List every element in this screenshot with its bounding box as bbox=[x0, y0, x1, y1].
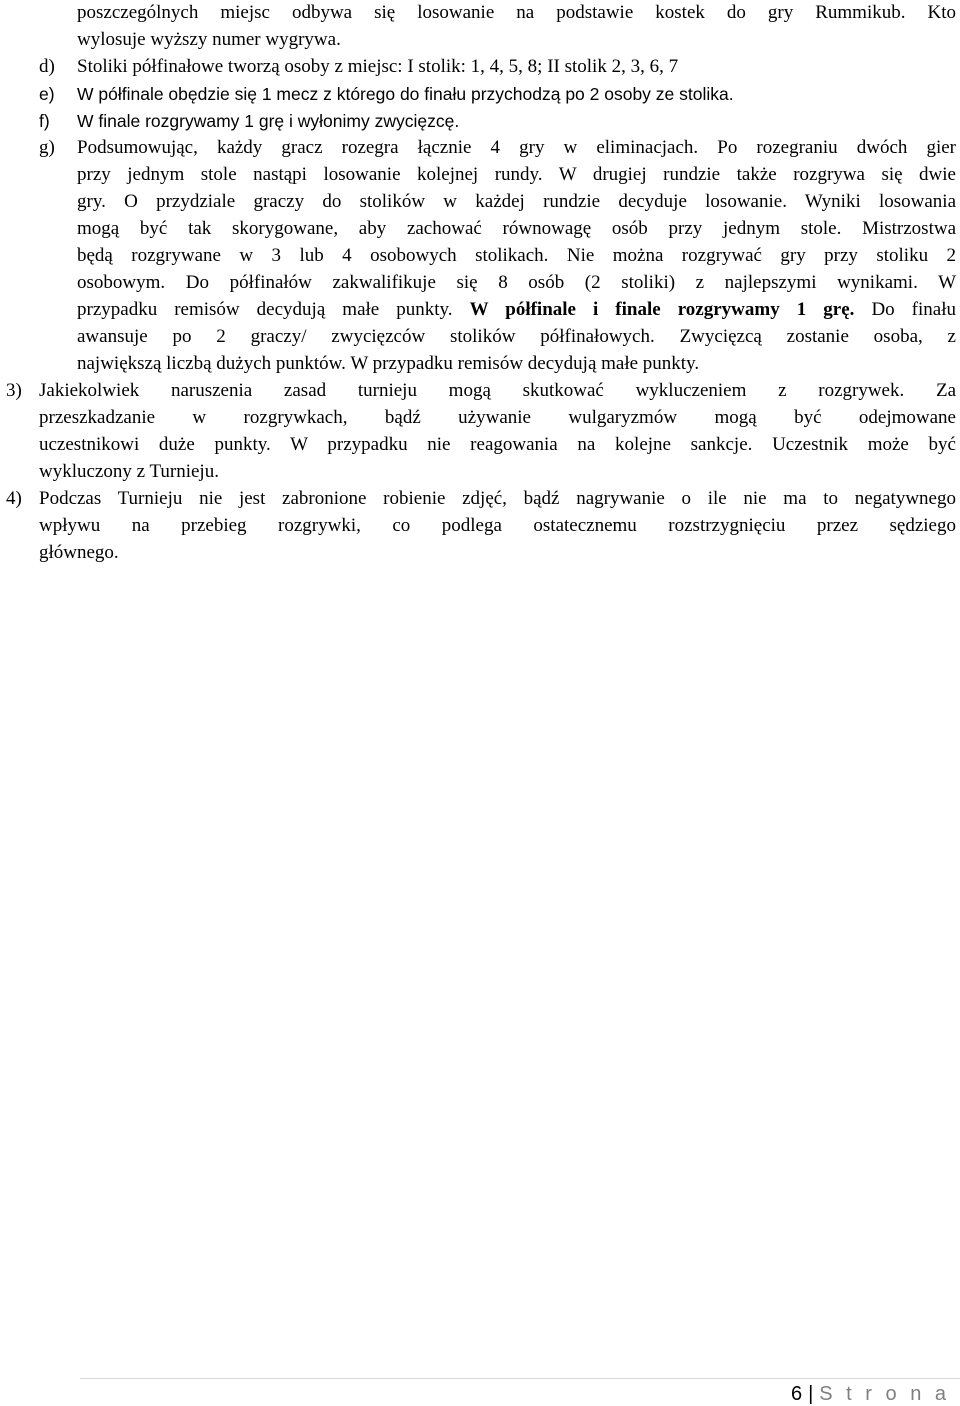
sentence: W drugiej rundzie także rozgrywa się dwie bbox=[558, 164, 956, 185]
sentence: Wyniki losowania bbox=[804, 191, 957, 212]
sentence: mogą być tak skorygowane, aby zachować równowagę osób przy jednym stole. bbox=[77, 218, 842, 239]
text-line: wpływu na przebieg rozgrywki, co podlega ostatecznemu rozstrzygnięciu przez sędziego bbox=[39, 515, 956, 536]
list-item-g bbox=[77, 137, 956, 159]
sentence: W przypadku remisów decydują małe punkty. bbox=[350, 353, 700, 374]
text-line bbox=[77, 353, 699, 375]
text-line: wykluczony z Turnieju. bbox=[39, 461, 219, 482]
page-footer bbox=[791, 1382, 950, 1406]
list-label: g) bbox=[39, 137, 55, 158]
sentence: Mistrzostwa bbox=[862, 218, 956, 239]
sentence: przy jednym stole nastąpi losowanie kolejnej rundy. bbox=[77, 164, 543, 185]
sentence: O przydziale graczy do stolików w każdej rundzie decyduje losowanie. bbox=[124, 191, 787, 212]
list-item-3: Jakiekolwiek naruszenia zasad turnieju mogą skutkować wykluczeniem z rozgrywek. Za bbox=[39, 380, 956, 401]
text-line bbox=[77, 299, 956, 321]
list-item-e: W półfinale obędzie się 1 mecz z którego do finału przychodzą po 2 osoby ze stolika. bbox=[77, 84, 734, 104]
list-label: e) bbox=[39, 84, 55, 104]
list-label: d) bbox=[39, 56, 55, 77]
list-label: 4) bbox=[6, 488, 22, 509]
sentence: Po rozegraniu dwóch gier bbox=[717, 137, 957, 158]
sentence: Do finału bbox=[871, 299, 957, 320]
page-label: S t r o n a bbox=[819, 1383, 950, 1405]
text-line bbox=[77, 272, 956, 294]
text-line: uczestnikowi duże punkty. W przypadku nie reagowania na kolejne sankcje. Uczestnik może być bbox=[39, 434, 956, 455]
list-label: 3) bbox=[6, 380, 22, 401]
footer-divider bbox=[80, 1378, 960, 1379]
sentence: będą rozgrywane w 3 lub 4 osobowych stolikach. bbox=[77, 245, 549, 266]
footer-separator: | bbox=[808, 1383, 814, 1405]
text-line bbox=[77, 326, 956, 348]
list-item-4: Podczas Turnieju nie jest zabronione robienie zdjęć, bądź nagrywanie o ile nie ma to negatywnego bbox=[39, 488, 956, 509]
sentence-bold: W półfinale i finale rozgrywamy 1 grę. bbox=[469, 299, 855, 320]
text-line: przeszkadzanie w rozgrywkach, bądź używanie wulgaryzmów mogą być odejmowane bbox=[39, 407, 956, 428]
text-line: głównego. bbox=[39, 542, 119, 563]
sentence: Podsumowując, każdy gracz rozegra łącznie 4 gry w eliminacjach. bbox=[77, 137, 699, 158]
text-line bbox=[77, 245, 956, 267]
sentence: awansuje po 2 graczy/ zwycięzców stolików półfinałowych. bbox=[77, 326, 655, 347]
page-number: 6 bbox=[790, 1383, 803, 1405]
text-line bbox=[77, 164, 956, 186]
list-label: f) bbox=[39, 111, 50, 131]
text-line: wylosuje wyższy numer wygrywa. bbox=[77, 29, 341, 50]
text-line bbox=[77, 191, 956, 213]
sentence: gry. bbox=[77, 191, 106, 212]
sentence: osobowym. bbox=[77, 272, 166, 293]
text-line bbox=[77, 218, 956, 240]
sentence: Nie można rozgrywać gry przy stoliku 2 bbox=[566, 245, 957, 266]
sentence: największą liczbą dużych punktów. bbox=[77, 353, 346, 374]
sentence: przypadku remisów decydują małe punkty. bbox=[77, 299, 453, 320]
sentence: Do półfinałów zakwalifikuje się 8 osób (2 stoliki) z najlepszymi wynikami. W bbox=[185, 272, 957, 293]
list-item-d: Stoliki półfinałowe tworzą osoby z miejsc: I stolik: 1, 4, 5, 8; II stolik 2, 3, 6, 7 bbox=[77, 56, 679, 77]
list-item-f: W finale rozgrywamy 1 grę i wyłonimy zwycięzcę. bbox=[77, 111, 460, 131]
text-line: poszczególnych miejsc odbywa się losowanie na podstawie kostek do gry Rummikub. Kto bbox=[77, 2, 956, 23]
sentence: Zwycięzcą zostanie osoba, z bbox=[679, 326, 956, 347]
